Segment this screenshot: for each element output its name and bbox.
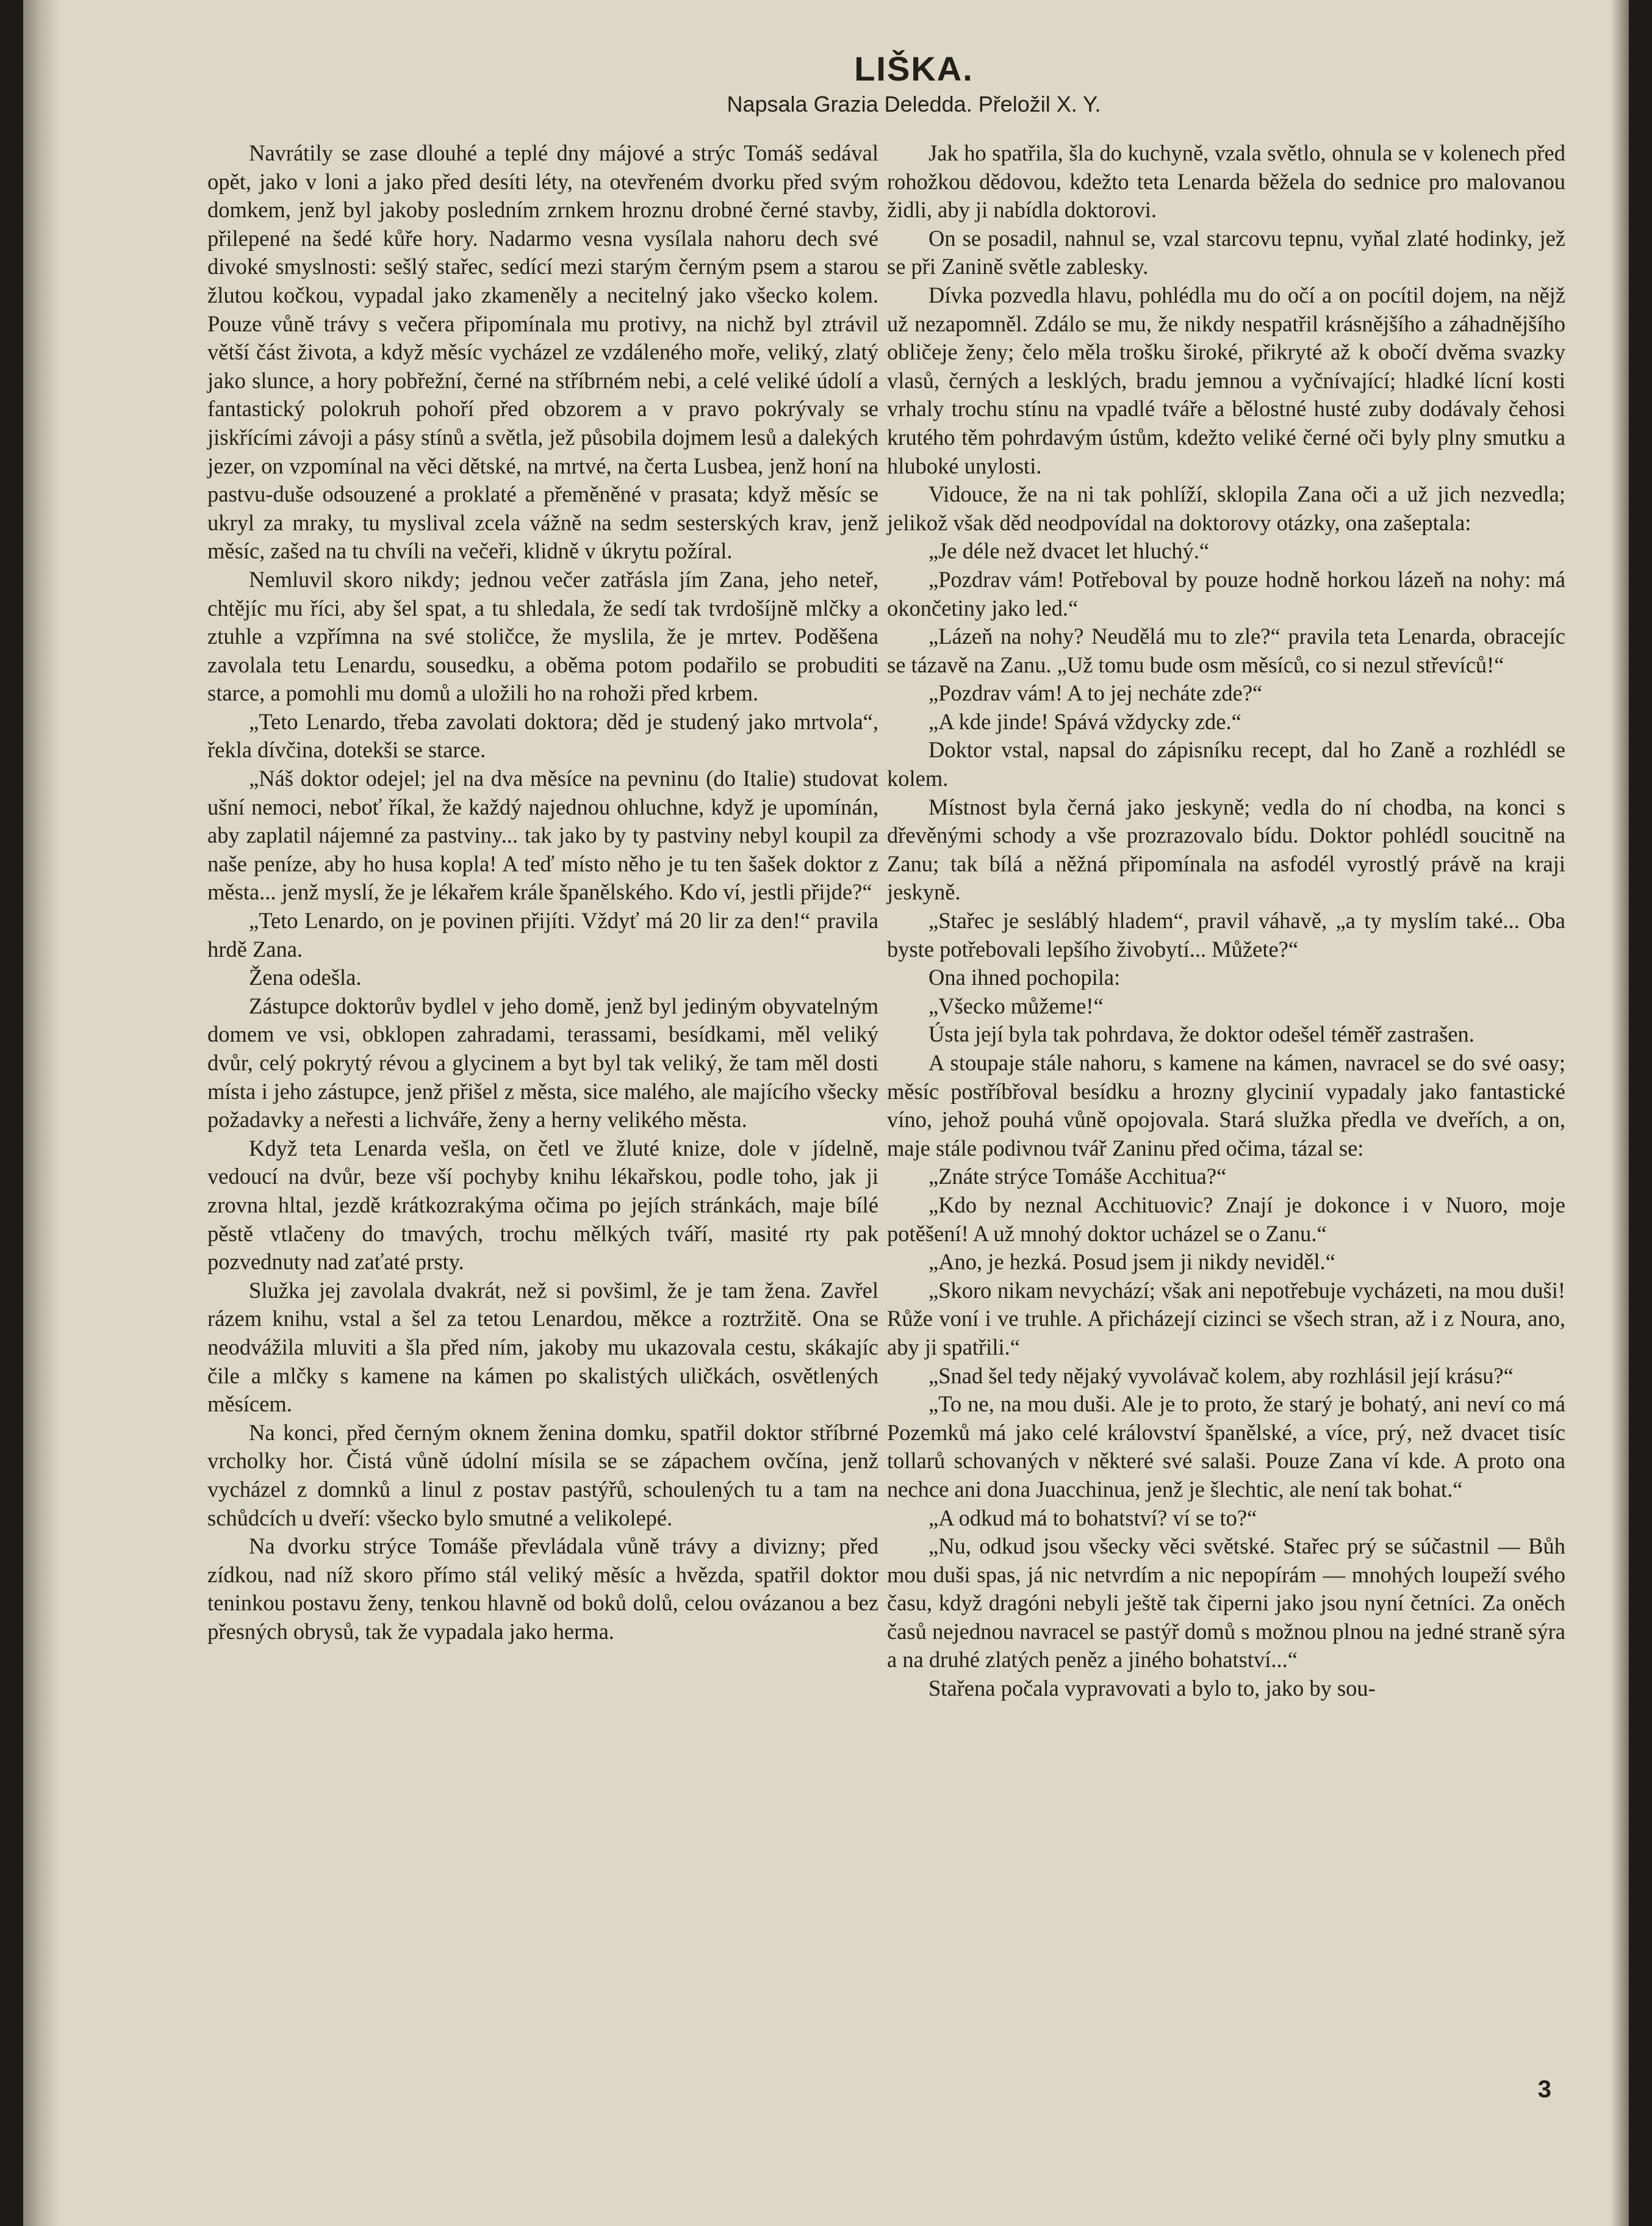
paragraph: „Náš doktor odejel; jel na dva měsíce na pevninu (do Italie) studovat ušní nemoci, neboť říkal, že každý najednou ohluchne, když je upomínán, aby zaplatil nájemné za pastviny... tak jako by ty pastviny nebyl koupil za naše peníze, aby ho husa kopla! A teď místo něho je tu ten šašek doktor z města... jenž myslí, že je lékařem krále španělského. Kdo ví, jestli přijde?“ <box>207 766 878 905</box>
paragraph: „Ano, je hezká. Posud jsem ji nikdy neviděl.“ <box>928 1249 1335 1275</box>
paragraph: „To ne, na mou duši. Ale je to proto, že starý je bohatý, ani neví co má Pozemků má jako celé království španělské, a více, prý, než dvacet tisíc tollarů schovaných v některé své salaši. Pouze Zana ví kde. A proto ona nechce ani dona Juacchinua, jenž je šlechtic, ale není tak bohat.“ <box>887 1391 1565 1502</box>
paragraph: Na dvorku strýce Tomáše převládala vůně trávy a divizny; před zídkou, nad níž skoro přímo stál veliký měsíc a hvězda, spatřil doktor teninkou postavu ženy, tenkou hlavně od boků dolů, celou ovázanou a bez přesných obrysů, tak že vypadala jako herma. <box>207 1533 878 1644</box>
paragraph: Jak ho spatřila, šla do kuchyně, vzala světlo, ohnula se v kolenech před rohožkou dědovou, kdežto teta Lenarda běžela do sednice pro malovanou židli, aby ji nabídla doktorovi. <box>887 140 1565 223</box>
paragraph: „Je déle než dvacet let hluchý.“ <box>928 538 1210 564</box>
paragraph: Žena odešla. <box>249 965 362 990</box>
paragraph: „Snad šel tedy nějaký vyvolávač kolem, aby rozhlásil její krásu?“ <box>928 1363 1514 1388</box>
paragraph: „Teto Lenardo, třeba zavolati doktora; děd je studený jako mrtvola“, řekla dívčina, dotekši se starce. <box>207 708 878 763</box>
paragraph: Doktor vstal, napsal do zápisníku recept, dal ho Zaně a rozhlédl se kolem. <box>887 737 1565 791</box>
paragraph: Vidouce, že na ni tak pohlíží, sklopila Zana oči a už jich nezvedla; jelikož však děd neodpovídal na doktorovy otázky, ona zašeptala: <box>887 481 1565 535</box>
magazine-page <box>23 0 1629 2226</box>
paragraph: „Stařec je sesláblý hladem“, pravil váhavě, „a ty myslím také... Oba byste potřebovali lepšího živobytí... Můžete?“ <box>887 908 1565 962</box>
paragraph: Služka jej zavolala dvakrát, než si povšiml, že je tam žena. Zavřel rázem knihu, vstal a šel za tetou Lenardou, měkce a roztržitě. Ona se neodvážila mluviti a šla před ním, jakoby mu ukazovala cestu, skákajíc čile a mlčky s kamene na kámen po skalistých uličkách, osvětlených měsícem. <box>207 1277 878 1417</box>
paragraph: „Kdo by neznal Acchituovic? Znají je dokonce i v Nuoro, moje potěšení! A už mnohý doktor ucházel se o Zanu.“ <box>887 1192 1565 1246</box>
paragraph: Navrátily se zase dlouhé a teplé dny májové a strýc Tomáš sedával opět, jako v loni a jako před desíti léty, na otevřeném dvorku před svým domkem, jenž byl jakoby posledním zrnkem hroznu drobné černé stavby, přilepené na šedé kůře hory. Nadarmo vesna vysílala nahoru dech své divoké smyslnosti: sešlý stařec, sedící mezi starým černým psem a starou žlutou kočkou, vypadal jako zkameněly a necitelný jako všecko kolem. Pouze vůně trávy s večera připomínala mu protivy, na nichž byl ztrávil větší část života, a když měsíc vycházel ze vzdáleného moře, veliký, zlatý jako slunce, a hory pobřežní, černé na stříbrném nebi, a celé veliké údolí a fantastický polokruh pohoří před obzorem a v pravo pokrývaly se jiskřícími závoji a pásy stínů a světla, jež působila dojmem lesů a dalekých jezer, on vzpomínal na věci dětské, na mrtvé, na čerta Lusbea, jenž honí na pastvu-duše odsouzené a proklaté a přeměněné v prasata; když měsíc se ukryl za mraky, tu myslival zcela vážně na sedm sesterských krav, jenž měsíc, zašed na tu chvíli na večeři, klidně v úkrytu požíral. <box>207 140 878 564</box>
paragraph: „Pozdrav vám! Potřeboval by pouze hodně horkou lázeň na nohy: má okončetiny jako led.“ <box>887 566 1565 621</box>
right-column <box>887 139 1565 1703</box>
paragraph: „Pozdrav vám! A to jej necháte zde?“ <box>928 680 1263 706</box>
page-number: 3 <box>1537 2076 1551 2103</box>
paragraph: A stoupaje stále nahoru, s kamene na kámen, navracel se do své oasy; měsíc postříbřoval besídku a hrozny glycinií vypadaly jako fantastické víno, jehož pouhá vůně opojovala. Stará služka předla ve dveřích, a on, maje stále podivnou tvář Zaninu před očima, tázal se: <box>887 1050 1565 1161</box>
article <box>23 0 1629 2226</box>
paragraph: Na konci, před černým oknem ženina domku, spatřil doktor stříbrné vrcholky hor. Čistá vůně údolní mísila se se zápachem ovčína, jenž vycházel z domnků a linul z postav pastýřů, schoulených tu a tam na schůdcích u dveří: všecko bylo smutné a velikolepé. <box>207 1419 878 1530</box>
paragraph: „A kde jinde! Spává vždycky zde.“ <box>928 708 1241 734</box>
paragraph: Ona ihned pochopila: <box>928 965 1121 990</box>
paragraph: Stařena počala vypravovati a bylo to, jako by sou- <box>928 1676 1376 1701</box>
paragraph: „Teto Lenardo, on je povinen přijíti. Vždyť má 20 lir za den!“ pravila hrdě Zana. <box>207 908 878 962</box>
paragraph: Ústa její byla tak pohrdava, že doktor odešel téměř zastrašen. <box>928 1021 1474 1047</box>
paragraph: „Všecko můžeme!“ <box>928 993 1104 1018</box>
paragraph: Místnost byla černá jako jeskyně; vedla do ní chodba, na konci s dřevěnými schody a vše prozrazovalo bídu. Doktor pohlédl soucitně na Zanu; tak bílá a něžná připomínala na asfodél vyrostlý právě na kraji jeskyně. <box>887 794 1565 905</box>
paragraph: Nemluvil skoro nikdy; jednou večer zatřásla jím Zana, jeho neteř, chtějíc mu říci, aby šel spat, a tu shledala, že sedí tak tvrdošíjně mlčky a ztuhle a vzpřímna na své stoličce, že myslila, že je mrtev. Poděšena zavolala tetu Lenardu, sousedku, a oběma potom podařilo se probuditi starce, a pomohli mu domů a uložili ho na rohoži před krbem. <box>207 566 878 706</box>
paragraph: On se posadil, nahnul se, vzal starcovu tepnu, vyňal zlaté hodinky, jež se při Zanině světle zablesky. <box>887 225 1565 279</box>
paragraph: „Nu, odkud jsou všecky věci světské. Stařec prý se súčastnil — Bůh mou duši spas, já nic netvrdím a nic nepopírám — mnohých loupeží svého času, když dragóni nebyli ještě tak čiperni jako jsou nyní četníci. Za oněch časů nejednou navracel se pastýř domů s možnou plnou na jedné straně sýra a na druhé zlatých peněz a jiného bohatství...“ <box>887 1533 1565 1673</box>
paragraph: Dívka pozvedla hlavu, pohlédla mu do očí a on pocítil dojem, na nějž už nezapomněl. Zdálo se mu, že nikdy nespatřil krásnějšího a záhadnějšího obličeje ženy; čelo měla trošku široké, přikryté až k obočí dvěma svazky vlasů, černých a lesklých, bradu jemnou a vyčnívající; hladké lícní kosti vrhaly trochu stínu na vpadlé tváře a bělostné husté zuby dodávaly čehosi krutého těm pohrdavým ústům, kdežto veliké černé oči byly plny smutku a hluboké unylosti. <box>887 282 1565 478</box>
paragraph: „A odkud má to bohatství? ví se to?“ <box>928 1505 1257 1530</box>
paragraph: „Lázeň na nohy? Neudělá mu to zle?“ pravila teta Lenarda, obracejíc se tázavě na Zanu. „Už tomu bude osm měsíců, co si nezul střevíců!“ <box>887 624 1565 677</box>
paragraph: Když teta Lenarda vešla, on četl ve žluté knize, dole v jídelně, vedoucí na dvůr, beze vší pochyby knihu lékařskou, podle toho, jak ji zrovna hltal, jezdě krátkozrakýma očima po jejích stránkách, maje bílé pěstě vtlačeny do tmavých, trochu mělkých tváří, masité rty pak pozvednuty nad zaťaté prsty. <box>207 1135 878 1275</box>
paragraph: „Znáte strýce Tomáše Acchitua?“ <box>928 1164 1227 1189</box>
paragraph: Zástupce doktorův bydlel v jeho domě, jenž byl jediným obyvatelným domem ve vsi, obklopen zahradami, terassami, besídkami, měl veliký dvůr, celý pokrytý révou a glycinem a byt byl tak veliký, že tam měl dosti místa i jeho zástupce, jenž přišel z města, sice malého, ale majícího všecky požadavky a neřesti a lichváře, ženy a herny velikého města. <box>207 993 878 1133</box>
paragraph: „Skoro nikam nevychází; však ani nepotřebuje vycházeti, na mou duši! Růže voní i ve truhle. A přicházejí cizinci se všech stran, až i z Noura, ano, aby ji spatřili.“ <box>887 1277 1565 1360</box>
left-column <box>207 139 878 1646</box>
article-title: LIŠKA. <box>854 49 974 88</box>
article-byline: Napsala Grazia Deledda. Přeložil X. Y. <box>727 92 1101 117</box>
